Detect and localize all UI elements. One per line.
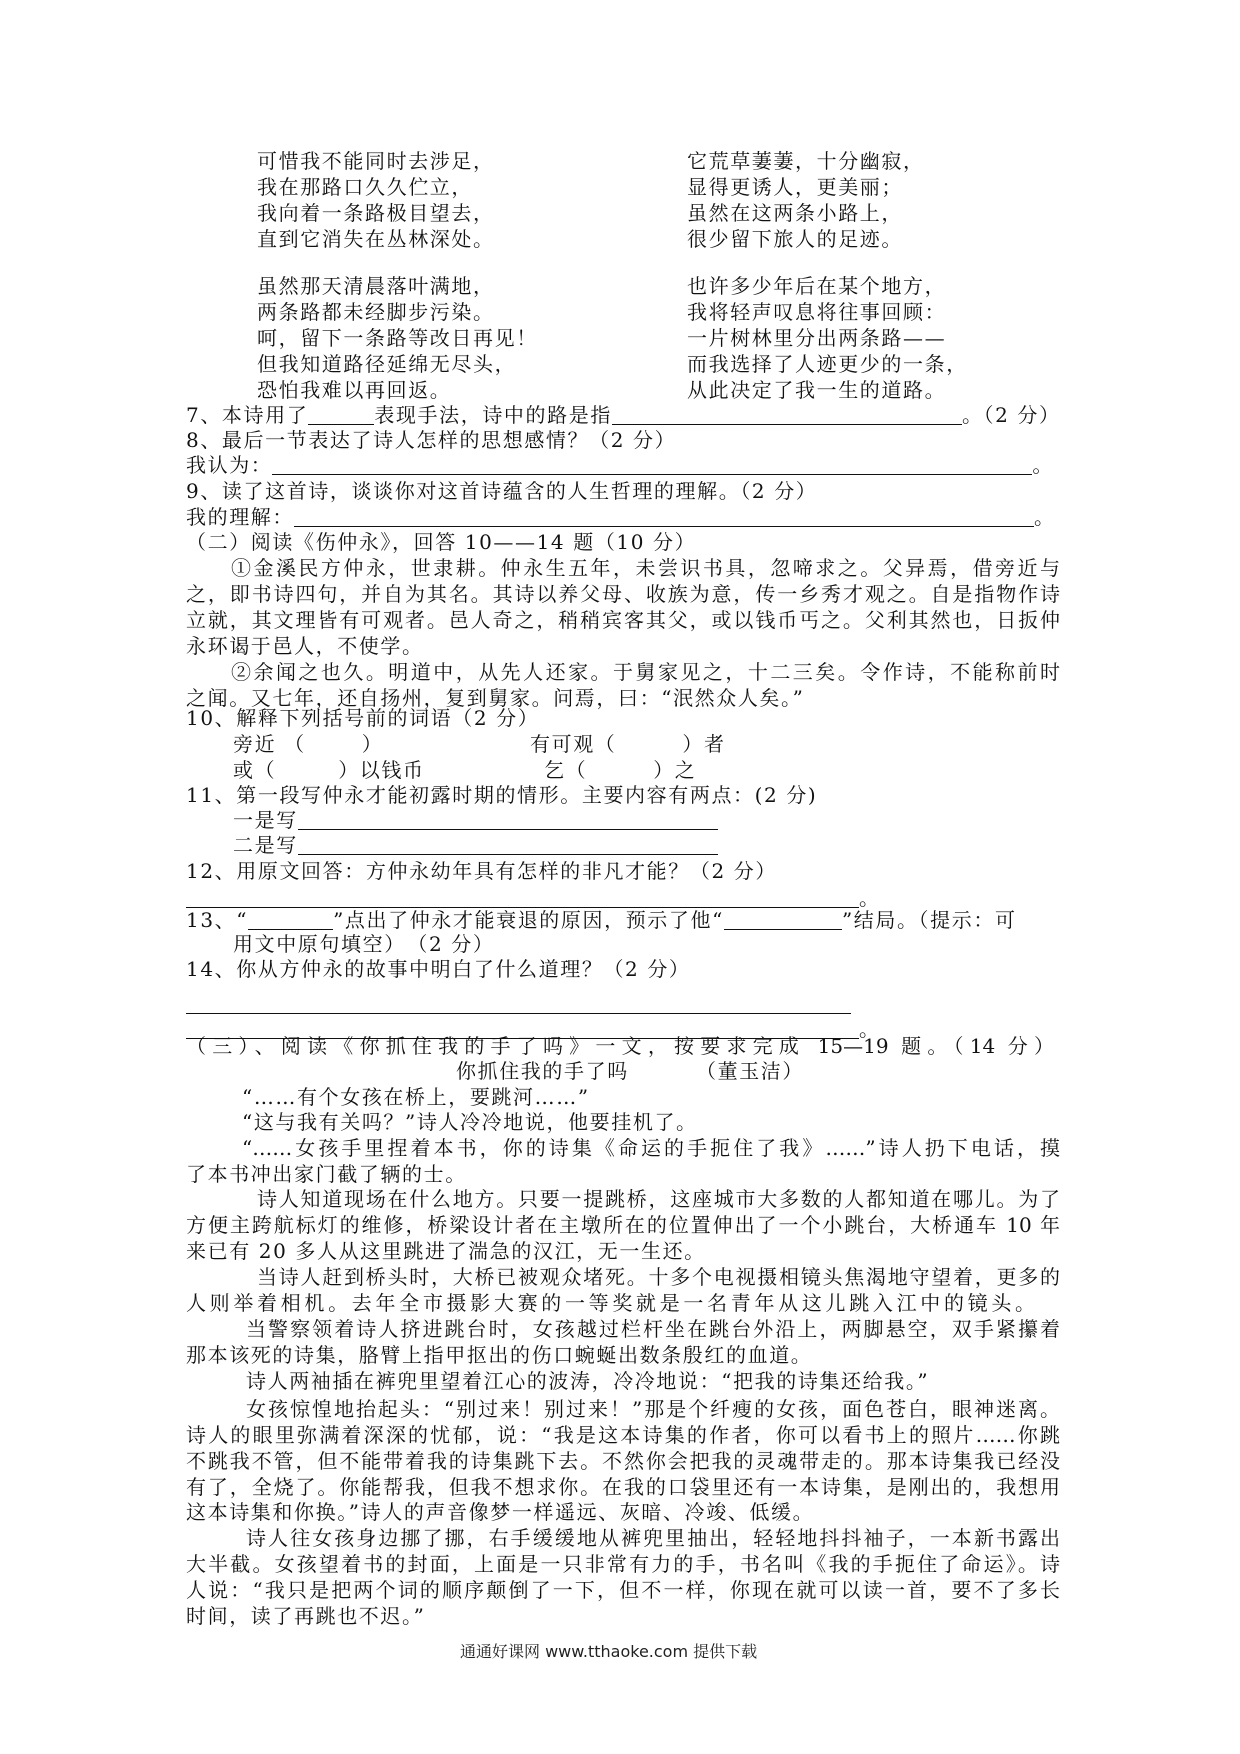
passage-line: 这本诗集和你换。”诗人的声音像梦一样遥远、灰暗、冷竣、低缓。 bbox=[186, 1500, 815, 1524]
question-9-answer bbox=[186, 504, 1056, 530]
question-12-text: 12、用原文回答：方仲永幼年具有怎样的非凡才能？（2 分） bbox=[186, 859, 777, 883]
passage-line: “这与我有关吗？”诗人冷冷地说，他要挂机了。 bbox=[242, 1110, 698, 1134]
vocab-item: 乞（ ）之 bbox=[544, 758, 697, 782]
poem-line: 虽然那天清晨落叶满地， bbox=[257, 274, 495, 298]
poem-line: 一片树林里分出两条路—— bbox=[687, 326, 947, 350]
vocab-item: 旁近 （ ） bbox=[233, 732, 384, 756]
poem-line: 从此决定了我一生的道路。 bbox=[687, 378, 947, 402]
poem-line: 直到它消失在丛林深处。 bbox=[257, 227, 495, 251]
question-13: 13、“ ”点出了仲永才能衰退的原因，预示了他“ ”结局。（提示：可 bbox=[186, 908, 1017, 932]
question-7 bbox=[186, 402, 1061, 428]
poem-line: 我将轻声叹息将往事回顾： bbox=[687, 300, 947, 324]
question-8-text: 8、最后一节表达了诗人怎样的思想感情？（2 分） bbox=[186, 428, 677, 452]
question-7-prefix: 7、本诗用了 bbox=[186, 403, 309, 427]
answer-end: 。 bbox=[1032, 453, 1055, 477]
question-14-answer-line: 。 bbox=[186, 1016, 881, 1042]
poem-line: 恐怕我难以再回返。 bbox=[257, 378, 452, 402]
poem-line: 但我知道路径延绵无尽头， bbox=[257, 352, 517, 376]
poem-line: 也许多少年后在某个地方， bbox=[687, 274, 947, 298]
passage-line: 了本书冲出家门截了辆的士。 bbox=[186, 1162, 467, 1186]
answer-blank bbox=[248, 909, 333, 930]
passage-line: ①金溪民方仲永，世隶耕。仲永生五年，未尝识书具，忽啼求之。父异焉，借旁近与 bbox=[231, 556, 1060, 580]
question-13-line-2: 用文中原句填空） （2 分） bbox=[233, 932, 495, 956]
passage-line: 之，即书诗四句，并自为其名。其诗以养父母、收族为意，传一乡秀才观之。自是指物作诗 bbox=[186, 582, 1060, 606]
passage-line: “……女孩手里捏着本书，你的诗集《命运的手扼住了我》……”诗人扔下电话，摸 bbox=[242, 1136, 1060, 1160]
question-7-middle: 表现手法，诗中的路是指 bbox=[374, 403, 612, 427]
question-14-text: 14、你从方仲永的故事中明白了什么道理？（2 分） bbox=[186, 957, 691, 981]
passage-line: 那本该死的诗集，胳臂上指甲抠出的伤口蜿蜒出数条殷红的血道。 bbox=[186, 1343, 813, 1367]
page-footer: 通通好课网 www.tthaoke.com 提供下载 bbox=[460, 1642, 758, 1661]
answer-blank bbox=[298, 834, 718, 855]
answer-blank bbox=[186, 993, 851, 1014]
poem-line: 可惜我不能同时去涉足， bbox=[257, 149, 495, 173]
section-2-heading: （二）阅读《伤仲永》，回答 10——14 题（10 分） bbox=[186, 530, 697, 554]
section-3-heading: （三）、阅读《你抓住我的手了吗》一文，按要求完成 15—19 题。（14 分） bbox=[186, 1034, 1054, 1058]
answer-label: 我认为： bbox=[186, 453, 273, 477]
passage-line: 人说：“我只是把两个词的顺序颠倒了一下，但不一样，你现在就可以读一首，要不了多长 bbox=[186, 1578, 1060, 1602]
answer-end: 。 bbox=[1034, 505, 1056, 529]
passage-line: 诗人两袖插在裤兜里望着江心的波涛，冷冷地说：“把我的诗集还给我。” bbox=[246, 1369, 930, 1393]
passage-line: 人则举着相机。去年全市摄影大赛的一等奖就是一名青年从这儿跳入江中的镜头。 bbox=[186, 1291, 1035, 1315]
poem-line: 两条路都未经脚步污染。 bbox=[257, 300, 495, 324]
question-7-suffix: 。（2 分） bbox=[961, 403, 1061, 427]
passage-line: 方便主跨航标灯的维修，桥梁设计者在主墩所在的位置伸出了一个小跳台，大桥通车 10 年 bbox=[186, 1213, 1060, 1237]
answer-blank bbox=[724, 909, 842, 930]
poem-line: 它荒草萋萋，十分幽寂， bbox=[687, 149, 925, 173]
question-12-answer: 。 bbox=[186, 885, 881, 911]
answer-blank bbox=[612, 404, 962, 425]
passage-line: 之闻。又七年，还自扬州，复到舅家。问焉，曰：“泯然众人矣。” bbox=[186, 686, 805, 710]
passage-line: 立就，其文理皆有可观者。邑人奇之，稍稍宾客其父，或以钱币丐之。父利其然也，日扳仲 bbox=[186, 608, 1060, 632]
poem-line: 显得更诱人，更美丽； bbox=[687, 175, 903, 199]
article-title: 你抓住我的手了吗 bbox=[456, 1059, 629, 1083]
poem-line: 呵，留下一条路等改日再见！ bbox=[257, 326, 538, 350]
passage-line: 大半截。女孩望着书的封面，上面是一只非常有力的手，书名叫《我的手扼住了命运》。诗 bbox=[186, 1552, 1060, 1576]
answer-blank bbox=[298, 809, 718, 830]
passage-line: 女孩惊惶地抬起头：“别过来！别过来！”那是个纤瘦的女孩，面色苍白，眼神迷离。 bbox=[246, 1397, 1060, 1421]
passage-line: 时间，读了再跳也不迟。” bbox=[186, 1604, 426, 1628]
passage-line: ②余闻之也久。明道中，从先人还家。于舅家见之，十二三矣。令作诗，不能称前时 bbox=[231, 660, 1060, 684]
passage-line: 诗人的眼里弥满着深深的忧郁，说：“我是这本诗集的作者，你可以看书上的照片……你跳 bbox=[186, 1423, 1060, 1447]
answer-label: 我的理解： bbox=[186, 505, 294, 529]
article-author: （董玉洁） bbox=[696, 1059, 804, 1083]
passage-line: 当警察领着诗人挤进跳台时，女孩越过栏杆坐在跳台外沿上，两脚悬空，双手紧攥着 bbox=[246, 1317, 1060, 1341]
poem-line: 而我选择了人迹更少的一条， bbox=[687, 352, 968, 376]
poem-line: 很少留下旅人的足迹。 bbox=[687, 227, 903, 251]
question-8-answer bbox=[186, 452, 1054, 478]
answer-blank bbox=[186, 887, 859, 908]
question-11-point-2: 二是写 bbox=[233, 832, 718, 858]
passage-line: 诗人知道现场在什么地方。只要一提跳桥，这座城市大多数的人都知道在哪儿。为了 bbox=[257, 1187, 1060, 1211]
vocab-item: 或（ ）以钱币 bbox=[233, 758, 425, 782]
passage-line: “……有个女孩在桥上，要跳河……” bbox=[242, 1085, 590, 1109]
answer-blank bbox=[308, 404, 374, 425]
passage-line: 不跳我不管，但不能带着我的诗集跳下去。不然你会把我的灵魂带走的。那本诗集我已经没 bbox=[186, 1449, 1060, 1473]
question-11-point-1: 一是写 bbox=[233, 807, 718, 833]
passage-line: 当诗人赶到桥头时，大桥已被观众堵死。十多个电视摄相镜头焦渴地守望着，更多的 bbox=[257, 1265, 1060, 1289]
question-11-text: 11、第一段写仲永才能初露时期的情形。主要内容有两点：(2 分) bbox=[186, 783, 818, 807]
passage-line: 有了，全烧了。你能帮我，但我不想求你。在我的口袋里还有一本诗集，是刚出的，我想用 bbox=[186, 1475, 1060, 1499]
passage-line: 诗人往女孩身边挪了挪，右手缓缓地从裤兜里抽出，轻轻地抖抖袖子，一本新书露出 bbox=[246, 1526, 1060, 1550]
answer-blank bbox=[294, 506, 1034, 527]
poem-line: 我在那路口久久伫立， bbox=[257, 175, 473, 199]
passage-line: 来已有 20 多人从这里跳进了湍急的汉江，无一生还。 bbox=[186, 1239, 706, 1263]
question-14-answer-line bbox=[186, 991, 851, 1017]
vocab-item: 有可观（ ）者 bbox=[530, 732, 726, 756]
poem-line: 虽然在这两条小路上， bbox=[687, 201, 903, 225]
answer-blank bbox=[272, 454, 1032, 475]
passage-line: 永环谒于邑人，不使学。 bbox=[186, 634, 424, 658]
question-10-text: 10、解释下列括号前的词语（2 分） bbox=[186, 706, 540, 730]
question-9-text: 9、读了这首诗，谈谈你对这首诗蕴含的人生哲理的理解。（2 分） bbox=[186, 479, 818, 503]
poem-line: 我向着一条路极目望去， bbox=[257, 201, 495, 225]
